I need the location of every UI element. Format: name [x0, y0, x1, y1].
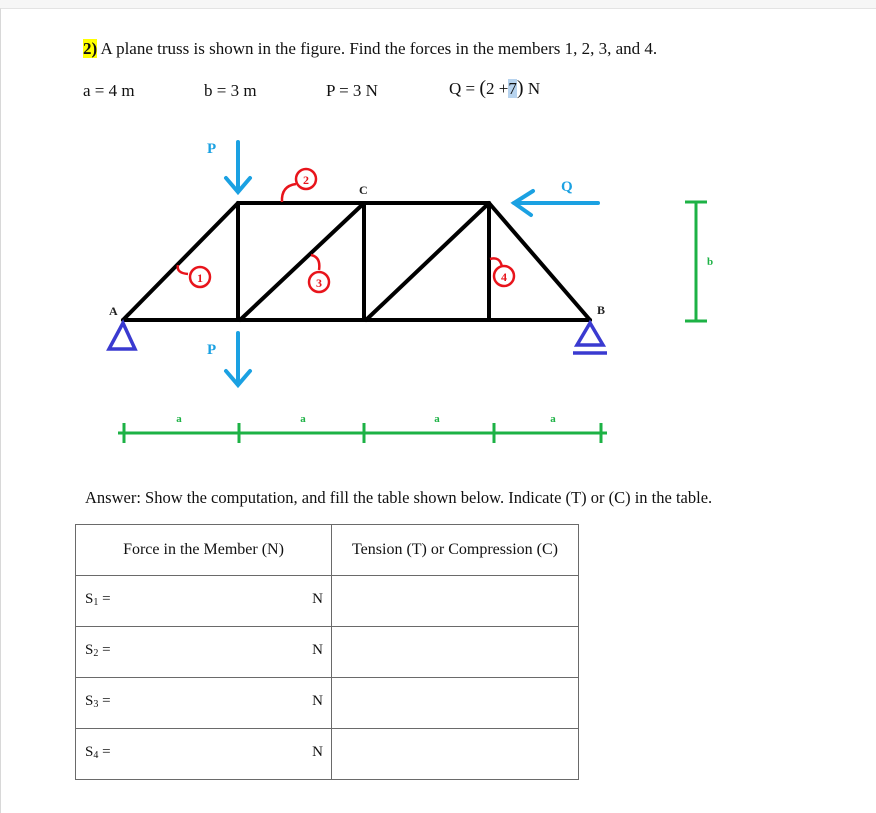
dimension-label-a-2: a — [300, 413, 306, 425]
member-label-3: 3 — [316, 276, 322, 290]
unit-label: N — [312, 744, 323, 760]
node-label-b: B — [597, 303, 606, 317]
load-label-q: Q — [561, 179, 573, 195]
force-cell-s1[interactable]: $S_1$ = N — [76, 576, 332, 627]
unit-label: N — [312, 591, 323, 607]
node-label-a: A — [109, 304, 118, 318]
answer-table — [75, 524, 579, 780]
answer-instruction: Answer: Show the computation, and fill the table shown below. Indicate (T) or (C) in the table. — [85, 488, 713, 507]
roller-support-b-icon — [573, 323, 607, 353]
table-row — [76, 729, 579, 780]
given-q: Q = (2 +7) N — [449, 77, 541, 99]
member-tag-2 — [282, 169, 316, 202]
document-page — [0, 8, 876, 813]
table-row — [76, 678, 579, 729]
load-arrow-q-icon — [514, 191, 598, 215]
force-cell-s2[interactable]: $S_2$ = N — [76, 627, 332, 678]
tc-cell-s2[interactable] — [332, 627, 579, 678]
table-row — [76, 627, 579, 678]
truss-figure — [1, 9, 876, 479]
member-label-1: 1 — [197, 271, 203, 285]
problem-text: A plane truss is shown in the figure. Find the forces in the members 1, 2, 3, and 4. — [100, 39, 658, 58]
header-force: Force in the Member (N) — [76, 525, 332, 576]
load-arrow-p-top-icon — [226, 142, 250, 192]
dimension-a — [118, 423, 607, 443]
load-label-p-top: P — [207, 141, 217, 157]
member-label-4: 4 — [501, 270, 507, 284]
force-cell-s4[interactable]: $S_4$ = N — [76, 729, 332, 780]
truss-members — [123, 203, 590, 320]
force-cell-s3[interactable]: $S_3$ = N — [76, 678, 332, 729]
unit-label: N — [312, 693, 323, 709]
dimension-label-a-4: a — [550, 413, 556, 425]
dimension-label-a-3: a — [434, 413, 440, 425]
q-expr-highlight: 7 — [508, 79, 517, 98]
tc-cell-s1[interactable] — [332, 576, 579, 627]
dimension-b — [685, 202, 707, 321]
header-tension-compression: Tension (T) or Compression (C) — [332, 525, 579, 576]
pin-support-a-icon — [109, 323, 135, 349]
unit-label: N — [312, 642, 323, 658]
problem-number: 2) — [83, 39, 98, 58]
q-expr-part1: 2 + — [486, 79, 509, 98]
node-label-c: C — [359, 183, 368, 197]
tc-cell-s3[interactable] — [332, 678, 579, 729]
given-a: a = 4 m — [83, 81, 135, 100]
given-p: P = 3 N — [326, 81, 378, 100]
member-label-2: 2 — [303, 173, 309, 187]
load-arrow-p-bottom-icon — [226, 333, 250, 385]
dimension-label-b: b — [707, 256, 714, 268]
load-label-p-bottom: P — [207, 342, 217, 358]
tc-cell-s4[interactable] — [332, 729, 579, 780]
table-header-row — [76, 525, 579, 576]
dimension-label-a-1: a — [176, 413, 182, 425]
table-row — [76, 576, 579, 627]
given-b: b = 3 m — [204, 81, 257, 100]
member-tag-1 — [178, 265, 210, 287]
